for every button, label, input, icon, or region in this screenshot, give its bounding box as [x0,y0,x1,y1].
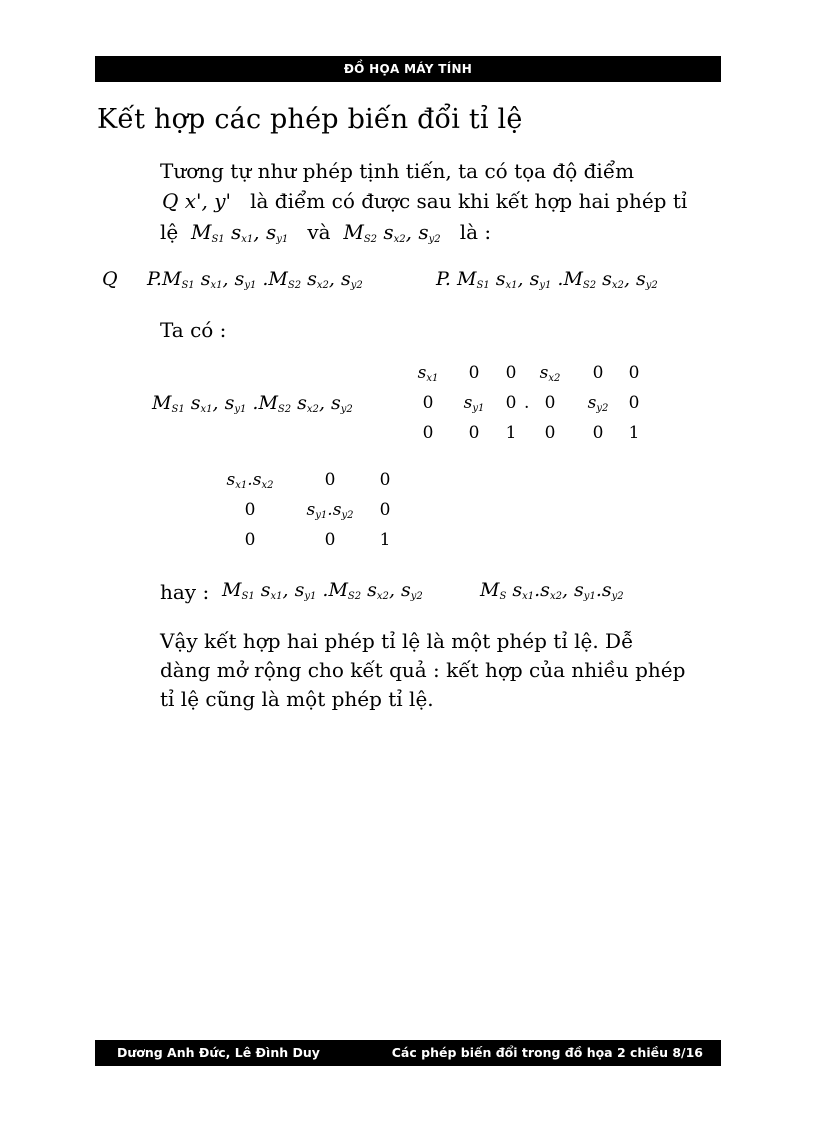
matrix-cell: 0 [592,423,604,443]
matrix-cell: 0 [505,393,517,413]
matrix-cell: 0 [468,423,480,443]
matrix-cell: 1 [379,530,391,550]
matrix-product-lhs: $M_{S1}$ $s_{x1}$, $s_{y1}$ $.M_{S2}$ $s_{x2}$, $s_{y2}$ [152,392,353,415]
matrix-cell: $s_{x2}$ [539,363,561,384]
intro-line-2-text: là điểm có được sau khi kết hợp hai phép tỉ [250,189,688,213]
intro-line-3-and: và [307,220,331,244]
matrix-dot: . [524,393,530,413]
footer-authors: Dương Anh Đức, Lê Đình Duy [117,1045,320,1060]
equation-composite-2: P. $M_{S1}$ $s_{x1}$, $s_{y1}$ $.M_{S2}$ $s_{x2}$, $s_{y2}$ [436,268,658,291]
hay-formula-rhs: $M_S$ $s_{x1}.s_{x2}$, $s_{y1}.s_{y2}$ [480,579,624,602]
point-q: Q x', y' [162,189,232,213]
matrix-cell: 0 [244,530,256,550]
matrix-cell: 0 [544,393,556,413]
matrix-cell: 1 [628,423,640,443]
ta-co-label: Ta có : [160,318,227,342]
header-bar [95,56,721,82]
matrix-cell: $s_{y2}$ [587,393,609,414]
matrix-cell: 0 [422,423,434,443]
matrix-cell: $s_{y1}$ [463,393,485,414]
matrix-cell: 0 [324,530,336,550]
intro-line-3-prefix: lệ [160,220,179,244]
matrix-cell: 0 [592,363,604,383]
matrix-cell: $s_{x1}$ [417,363,439,384]
matrix-cell: $s_{x1}.s_{x2}$ [226,470,274,491]
footer-chapter: Các phép biến đổi trong đồ họa 2 chiều 8/16 [391,1045,703,1060]
matrix-cell: 0 [324,470,336,490]
footer-bar [95,1040,721,1066]
formula-ms2: $M_{S2}$ $s_{x2}$, $s_{y2}$ [336,220,441,245]
matrix-cell: 0 [628,393,640,413]
matrix-cell: 1 [505,423,517,443]
section-title: Kết hợp các phép biến đổi tỉ lệ [97,104,523,135]
conclusion-line-1: Vậy kết hợp hai phép tỉ lệ là một phép tỉ lệ. Dễ [160,629,634,653]
matrix-cell: 0 [544,423,556,443]
formula-ms1: $M_{S1}$ $s_{x1}$, $s_{y1}$ [184,220,289,245]
conclusion-line-3: tỉ lệ cũng là một phép tỉ lệ. [160,687,434,711]
equation-q: Q [102,268,118,290]
matrix-cell: 0 [379,470,391,490]
matrix-cell: 0 [628,363,640,383]
hay-label: hay : [160,580,210,604]
equation-composite-1: $P.M_{S1}$ $s_{x1}$, $s_{y1}$ $.M_{S2}$ $s_{x2}$, $s_{y2}$ [147,268,363,291]
intro-line-3 [160,220,491,252]
intro-line-3-suffix: là : [459,220,492,244]
intro-line-1: Tương tự như phép tịnh tiến, ta có tọa độ điểm [160,159,635,183]
intro-line-2 [162,189,687,213]
matrix-cell: 0 [422,393,434,413]
header-title: ĐỒ HỌA MÁY TÍNH [343,62,473,76]
matrix-cell: 0 [244,500,256,520]
conclusion-line-2: dàng mở rộng cho kết quả : kết hợp của nhiều phép [160,658,686,682]
matrix-cell: 0 [505,363,517,383]
matrix-cell: 0 [379,500,391,520]
matrix-cell: $s_{y1}.s_{y2}$ [306,500,354,521]
matrix-cell: 0 [468,363,480,383]
hay-formula-lhs: $M_{S1}$ $s_{x1}$, $s_{y1}$ $.M_{S2}$ $s_{x2}$, $s_{y2}$ [222,579,423,602]
